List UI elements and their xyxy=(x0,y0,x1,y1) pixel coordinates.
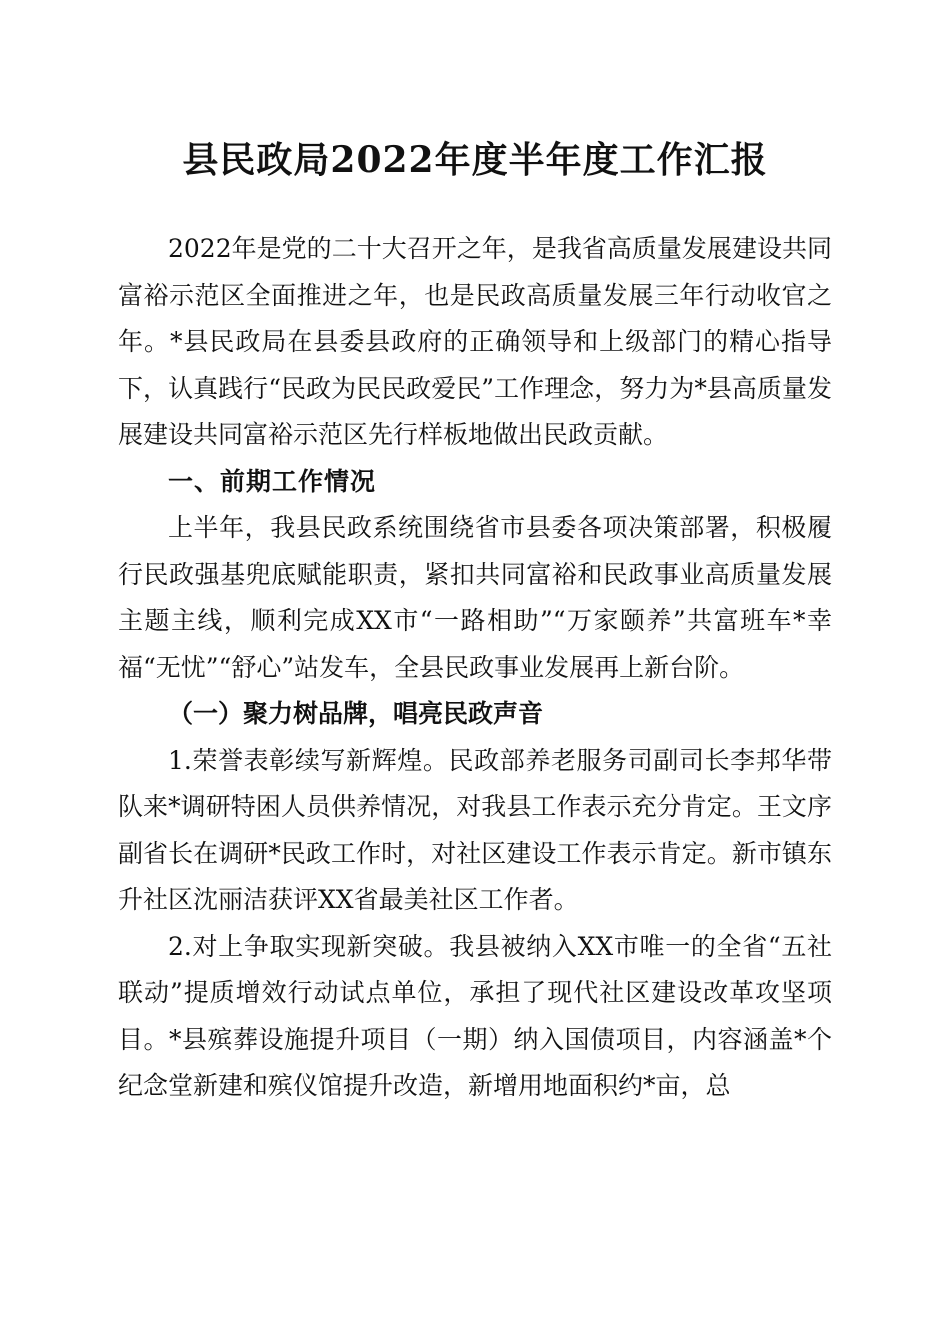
document-title: 县民政局2022年度半年度工作汇报 xyxy=(182,139,768,181)
document-body xyxy=(118,226,832,1110)
subsection-heading: （一）聚力树品牌，唱亮民政声音 xyxy=(168,699,544,728)
section-heading: 一、前期工作情况 xyxy=(168,466,377,496)
intro-paragraph: 2022年是党的二十大召开之年，是我省高质量发展建设共同富裕示范区全面推进之年，也是民政高质量发展三年行动收官之年。*县民政局在县委县政府的正确领导和上级部门的精心指导下，认真践行“民政为民民政爱民”工作理念，努力为*县高质量发展建设共同富裕示范区先行样板地做出民政贡献。 xyxy=(118,234,832,449)
section-intro-paragraph: 上半年，我县民政系统围绕省市县委各项决策部署，积极履行民政强基兜底赋能职责，紧扣共同富裕和民政事业高质量发展主题主线，顺利完成XX市“一路相助”“万家颐养”共富班车*幸福“无忧”“舒心”站发车，全县民政事业发展再上新台阶。 xyxy=(118,513,832,682)
item-paragraph-1: 1.荣誉表彰续写新辉煌。民政部养老服务司副司长李邦华带队来*调研特困人员供养情况，对我县工作表示充分肯定。王文序副省长在调研*民政工作时，对社区建设工作表示肯定。新市镇东升社区沈丽洁获评XX省最美社区工作者。 xyxy=(118,745,832,914)
item-paragraph-2: 2.对上争取实现新突破。我县被纳入XX市唯一的全省“五社联动”提质增效行动试点单位，承担了现代社区建设改革攻坚项目。*县殡葬设施提升项目（一期）纳入国债项目，内容涵盖*个纪念堂新建和殡仪馆提升改造，新增用地面积约*亩，总 xyxy=(118,931,832,1100)
